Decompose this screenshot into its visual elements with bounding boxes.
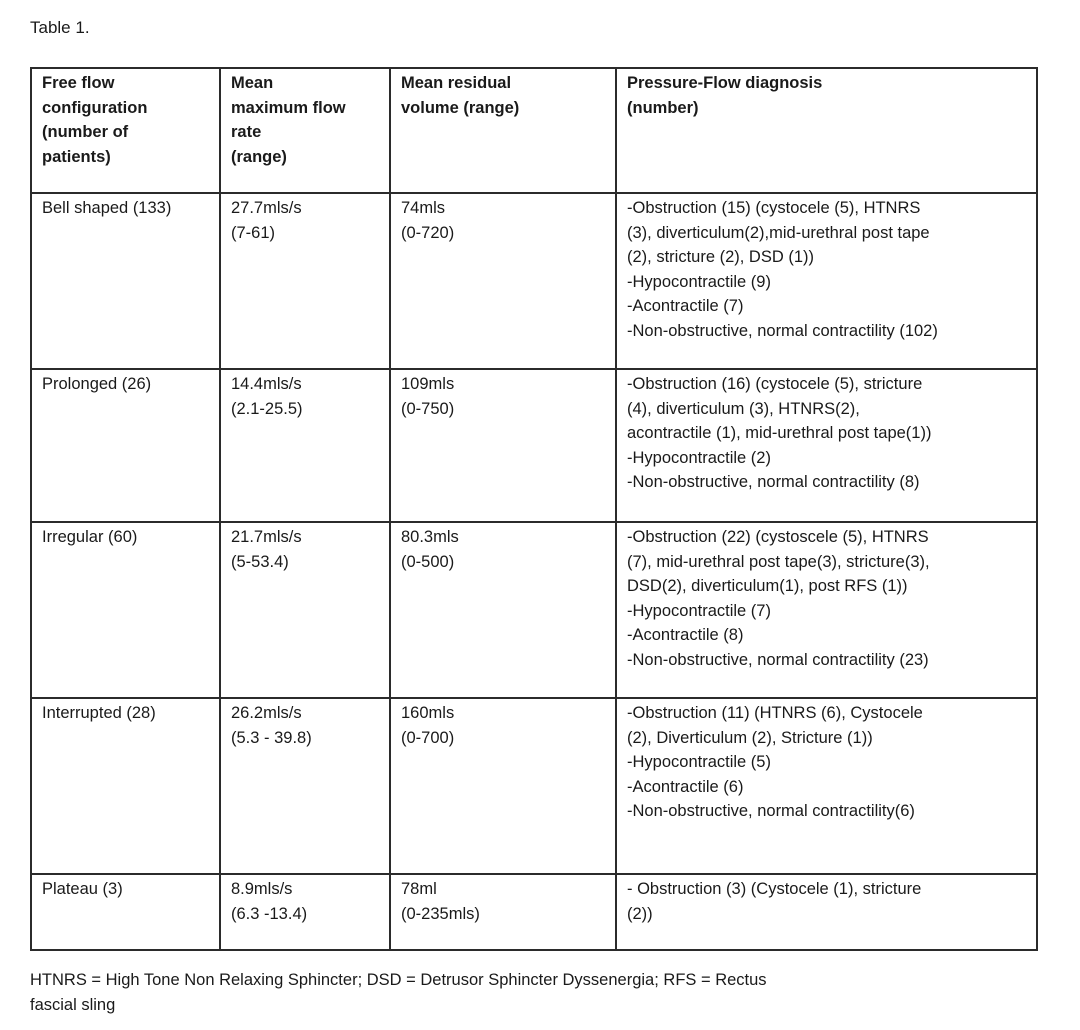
cell-flow-rate: 8.9mls/s (6.3 -13.4) — [220, 874, 390, 950]
cell-residual-volume: 109mls (0-750) — [390, 369, 616, 522]
cell-configuration: Irregular (60) — [31, 522, 220, 698]
table-row — [31, 698, 1037, 874]
cell-residual-volume: 80.3mls (0-500) — [390, 522, 616, 698]
cell-diagnosis: -Obstruction (11) (HTNRS (6), Cystocele (2), Diverticulum (2), Stricture (1)) -Hypocontractile (5) -Acontractile (6) -Non-obstructive, normal contractility(6) — [616, 698, 1037, 874]
table-footnote: HTNRS = High Tone Non Relaxing Sphincter; DSD = Detrusor Sphincter Dyssenergia; RFS = Rectus fascial sling — [30, 971, 767, 1014]
cell-configuration: Interrupted (28) — [31, 698, 220, 874]
cell-diagnosis: -Obstruction (16) (cystocele (5), stricture (4), diverticulum (3), HTNRS(2), acontractile (1), mid-urethral post tape(1)) -Hypocontractile (2) -Non-obstructive, normal contractility (8) — [616, 369, 1037, 522]
table-row — [31, 522, 1037, 698]
cell-flow-rate: 27.7mls/s (7-61) — [220, 193, 390, 369]
table-caption: Table 1. — [30, 18, 90, 37]
cell-diagnosis: - Obstruction (3) (Cystocele (1), stricture (2)) — [616, 874, 1037, 950]
cell-residual-volume: 78ml (0-235mls) — [390, 874, 616, 950]
cell-configuration: Prolonged (26) — [31, 369, 220, 522]
cell-flow-rate: 26.2mls/s (5.3 - 39.8) — [220, 698, 390, 874]
cell-configuration: Plateau (3) — [31, 874, 220, 950]
cell-flow-rate: 14.4mls/s (2.1-25.5) — [220, 369, 390, 522]
header-mean-max-flow-rate: Mean maximum flow rate (range) — [220, 68, 390, 193]
header-pressure-flow-diagnosis: Pressure-Flow diagnosis (number) — [616, 68, 1037, 193]
cell-residual-volume: 160mls (0-700) — [390, 698, 616, 874]
table-row — [31, 193, 1037, 369]
cell-configuration: Bell shaped (133) — [31, 193, 220, 369]
results-table — [30, 67, 1038, 951]
header-free-flow-configuration: Free flow configuration (number of patients) — [31, 68, 220, 193]
table-row — [31, 369, 1037, 522]
table-header-row — [31, 68, 1037, 193]
header-mean-residual-volume: Mean residual volume (range) — [390, 68, 616, 193]
cell-flow-rate: 21.7mls/s (5-53.4) — [220, 522, 390, 698]
cell-residual-volume: 74mls (0-720) — [390, 193, 616, 369]
cell-diagnosis: -Obstruction (22) (cystoscele (5), HTNRS (7), mid-urethral post tape(3), stricture(3), DSD(2), diverticulum(1), post RFS (1)) -Hypocontractile (7) -Acontractile (8) -Non-obstructive, normal contractility (23) — [616, 522, 1037, 698]
cell-diagnosis: -Obstruction (15) (cystocele (5), HTNRS (3), diverticulum(2),mid-urethral post tape (2), stricture (2), DSD (1)) -Hypocontractile (9) -Acontractile (7) -Non-obstructive, normal contractility (102) — [616, 193, 1037, 369]
table-row — [31, 874, 1037, 950]
